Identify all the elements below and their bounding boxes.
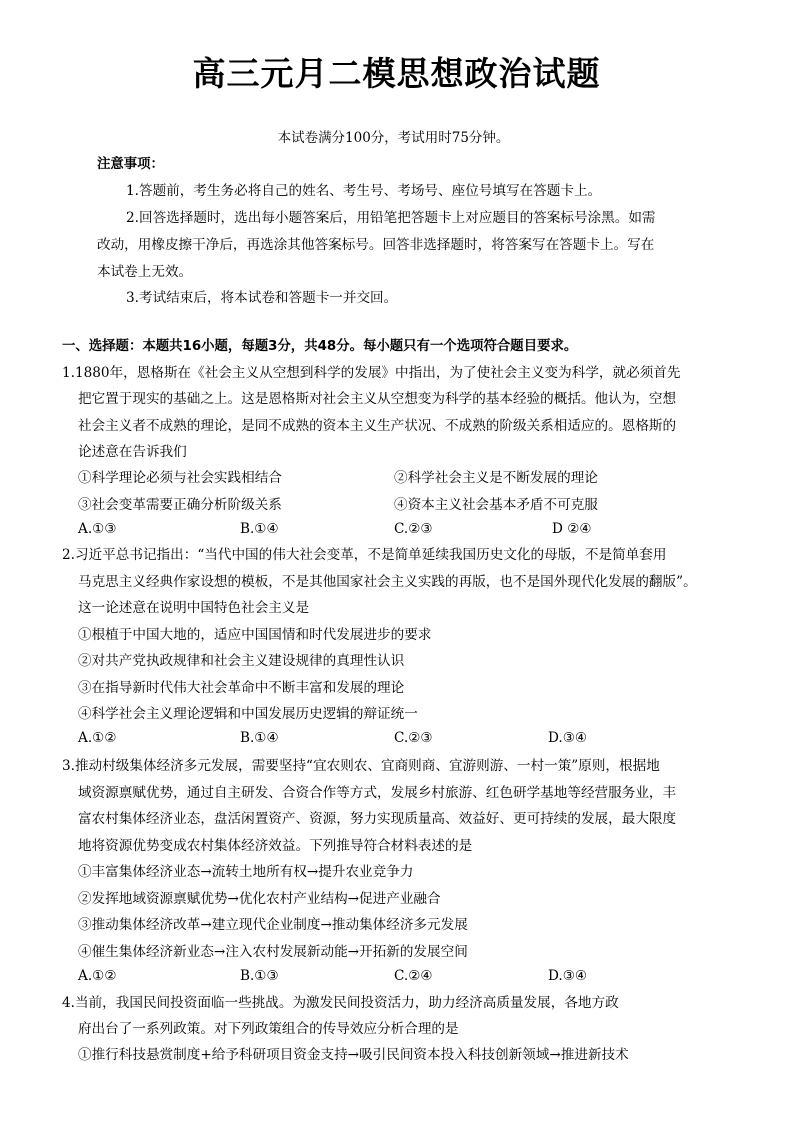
q1-statement-3: ③社会变革需要正确分析阶级关系 — [78, 497, 282, 513]
q2-stem-line-2: 马克思主义经典作家设想的模板，不是其他国家社会主义实践的再版，也不是国外现代化发展的翻版”。 — [78, 574, 697, 590]
q2-option-d: D.③④ — [548, 730, 588, 746]
q3-statement-1: ①丰富集体经济业态→流转土地所有权→提升农业竞争力 — [78, 864, 414, 880]
q2-option-b: B.①④ — [240, 730, 279, 746]
q1-stem-line-1: 1.1880年，恩格斯在《社会主义从空想到科学的发展》中指出，为了使社会主义变为科学，就必须首先 — [62, 365, 681, 381]
q1-stem-line-3: 社会主义者不成熟的理论，是同不成熟的资本主义生产状况、不成熟的阶级关系相适应的。恩格斯的 — [78, 418, 677, 434]
page-title: 高三元月二模思想政治试题 — [192, 54, 601, 93]
q1-statement-4: ④资本主义社会基本矛盾不可克服 — [394, 497, 598, 513]
q1-stem-line-2: 把它置于现实的基础之上。这是恩格斯对社会主义从空想变为科学的基本经验的概括。他认为，空想 — [78, 391, 677, 407]
q4-statement-1: ①推行科技悬赏制度+给予科研项目资金支持→吸引民间资本投入科技创新领域→推进新技术 — [78, 1047, 629, 1063]
q2-statement-4: ④科学社会主义理论逻辑和中国发展历史逻辑的辩证统一 — [78, 706, 418, 722]
notice-item-2-line-1: 2.回答选择题时，选出每小题答案后，用铅笔把答题卡上对应题目的答案标号涂黑。如需 — [126, 210, 656, 226]
q4-stem-line-2: 府出台了一系列政策。对下列政策组合的传导效应分析合理的是 — [78, 1021, 459, 1037]
q1-statement-2: ②科学社会主义是不断发展的理论 — [394, 470, 598, 486]
q1-statement-1: ①科学理论必须与社会实践相结合 — [78, 470, 282, 486]
q3-option-c: C.②④ — [394, 968, 433, 984]
q1-option-c: C.②③ — [394, 521, 433, 537]
q1-option-b: B.①④ — [240, 521, 279, 537]
q1-option-a: A.①③ — [78, 521, 117, 537]
q3-statement-2: ②发挥地域资源禀赋优势→优化农村产业结构→促进产业融合 — [78, 891, 441, 907]
q3-option-b: B.①③ — [240, 968, 279, 984]
notice-item-2-line-3: 本试卷上无效。 — [97, 264, 193, 280]
q3-stem-line-4: 地将资源优势变成农村集体经济效益。下列推导符合材料表述的是 — [78, 838, 473, 854]
exam-subtitle: 本试卷满分100分，考试用时75分钟。 — [277, 130, 510, 146]
q3-option-a: A.①② — [78, 968, 117, 984]
q3-stem-line-1: 3.推动村级集体经济多元发展，需要坚持“宜农则农、宜商则商、宜游则游、一村一策”原则，根据地 — [62, 758, 660, 774]
q2-stem-line-1: 2.习近平总书记指出：“当代中国的伟大社会变革，不是简单延续我国历史文化的母版，不是简单套用 — [62, 547, 667, 563]
q3-statement-4: ④催生集体经济新业态→注入农村发展新动能→开拓新的发展空间 — [78, 944, 468, 960]
q1-stem-line-4: 论述意在告诉我们 — [78, 444, 187, 460]
section-heading: 一、选择题：本题共16小题，每题3分，共48分。每小题只有一个选项符合题目要求。 — [62, 339, 578, 354]
q3-statement-3: ③推动集体经济改革→建立现代企业制度→推动集体经济多元发展 — [78, 917, 468, 933]
q2-statement-3: ③在指导新时代伟大社会革命中不断丰富和发展的理论 — [78, 680, 405, 696]
q2-stem-line-3: 这一论述意在说明中国特色社会主义是 — [78, 600, 310, 616]
q2-option-c: C.②③ — [394, 730, 433, 746]
q3-stem-line-3: 富农村集体经济业态，盘活闲置资产、资源，努力实现质量高、效益好、更可持续的发展，最大限度 — [78, 811, 677, 827]
q1-option-d: D ②④ — [552, 521, 592, 537]
notice-item-2-line-2: 改动，用橡皮擦干净后，再选涂其他答案标号。回答非选择题时，将答案写在答题卡上。写在 — [97, 237, 655, 253]
q2-statement-2: ②对共产党执政规律和社会主义建设规律的真理性认识 — [78, 653, 405, 669]
notice-item-3: 3.考试结束后，将本试卷和答题卡一并交回。 — [126, 290, 398, 306]
q4-stem-line-1: 4.当前，我国民间投资面临一些挑战。为激发民间投资活力，助力经济高质量发展，各地方政 — [62, 995, 619, 1011]
q2-option-a: A.①② — [78, 730, 117, 746]
q2-statement-1: ①根植于中国大地的，适应中国国情和时代发展进步的要求 — [78, 627, 432, 643]
notice-item-1: 1.答题前，考生务必将自己的姓名、考生号、考场号、座位号填写在答题卡上。 — [126, 183, 602, 199]
q3-option-d: D.③④ — [548, 968, 588, 984]
notice-heading: 注意事项： — [97, 157, 164, 172]
q3-stem-line-2: 域资源禀赋优势，通过自主研发、合资合作等方式，发展乡村旅游、红色研学基地等经营服务业，丰 — [78, 785, 677, 801]
